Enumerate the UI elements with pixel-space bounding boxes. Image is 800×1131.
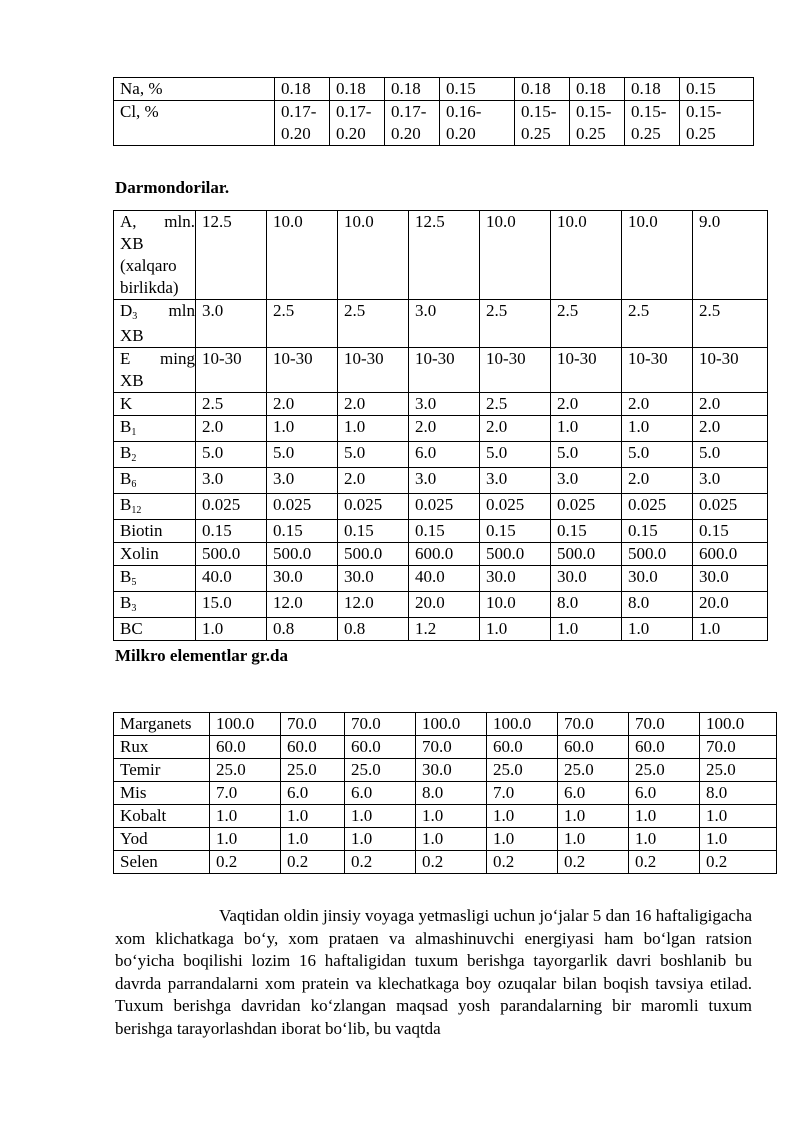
table-cell: 30.0 [622, 566, 693, 592]
table-cell: 2.0 [551, 393, 622, 416]
table-cell: 1.0 [558, 828, 629, 851]
table-cell: 0.025 [480, 494, 551, 520]
table-row [114, 543, 768, 566]
table-cell: 12.5 [196, 211, 267, 300]
table-cell: 10-30 [693, 348, 768, 393]
table-row [114, 713, 777, 736]
row-label: A, mln. XB (xalqaro birlikda) [114, 211, 196, 300]
table-cell: 0.2 [700, 851, 777, 874]
table-cell: 0.15 [409, 520, 480, 543]
table-cell: 1.0 [700, 805, 777, 828]
table-cell: 25.0 [629, 759, 700, 782]
table-cell: 2.0 [196, 416, 267, 442]
row-label: Kobalt [114, 805, 210, 828]
table-row [114, 300, 768, 348]
table-cell: 0.2 [416, 851, 487, 874]
table-cell: 2.0 [338, 468, 409, 494]
table-cell: 2.5 [480, 300, 551, 348]
table-cell: 1.0 [487, 828, 558, 851]
table-cell: 2.0 [267, 393, 338, 416]
table-cell: 25.0 [700, 759, 777, 782]
body-paragraph: Vaqtidan oldin jinsiy voyaga yetmasligi uchun jo‘jalar 5 dan 16 haftaligigacha xom klichatkaga bo‘y, xom prataen va almashinuvchi energiyasi ham bo‘lgan ratsion bo‘yicha boqilishi lozim 16 haftaligidan tuxum berishga tayorgarlik davri boshlanib bu davrda parrandalarni xom pratein va klechatkaga boy ozuqalar bilan boqish tavsiya etilad. Tuxum berishga davridan ko‘zlangan maqsad yosh parandalarning bir maromli tuxum berishga tarayorlashdan iborat bo‘lib, bu vaqtda [115, 906, 752, 1038]
table-cell: 1.0 [622, 416, 693, 442]
row-label: BC [114, 618, 196, 641]
table-cell: 1.0 [416, 805, 487, 828]
heading-micro-elements: Milkro elementlar gr.da [115, 646, 288, 665]
table-cell: 0.17- 0.20 [275, 101, 330, 146]
table-cell: 60.0 [345, 736, 416, 759]
row-label: Xolin [114, 543, 196, 566]
table-row [114, 736, 777, 759]
table-cell: 0.8 [267, 618, 338, 641]
table-cell: 3.0 [409, 468, 480, 494]
table-cell: 3.0 [196, 300, 267, 348]
table-cell: 2.5 [693, 300, 768, 348]
table-cell: 10-30 [551, 348, 622, 393]
table-cell: 0.15- 0.25 [570, 101, 625, 146]
row-label: Na, % [114, 78, 275, 101]
table-cell: 8.0 [551, 592, 622, 618]
row-label: Biotin [114, 520, 196, 543]
table-row [114, 468, 768, 494]
table-cell: 0.17- 0.20 [330, 101, 385, 146]
table-cell: 0.15 [196, 520, 267, 543]
table-cell: 1.0 [551, 618, 622, 641]
table-cell: 2.5 [480, 393, 551, 416]
table-cell: 25.0 [487, 759, 558, 782]
table-cell: 6.0 [558, 782, 629, 805]
heading-vitamins: Darmondorilar. [115, 178, 230, 197]
table-cell: 0.15 [440, 78, 515, 101]
table-cell: 0.15- 0.25 [625, 101, 680, 146]
row-label: $B_3$ [114, 592, 196, 618]
table-cell: 0.18 [275, 78, 330, 101]
table-cell: 1.0 [558, 805, 629, 828]
table-cell: 500.0 [622, 543, 693, 566]
table-cell: 9.0 [693, 211, 768, 300]
table-cell: 1.2 [409, 618, 480, 641]
table-cell: 3.0 [693, 468, 768, 494]
table-cell: 25.0 [281, 759, 345, 782]
table-cell: 2.0 [622, 393, 693, 416]
table-cell: 500.0 [267, 543, 338, 566]
table-cell: 2.5 [338, 300, 409, 348]
row-label: Temir [114, 759, 210, 782]
table-cell: 10-30 [338, 348, 409, 393]
row-label: $B_1$ [114, 416, 196, 442]
table-cell: 0.16- 0.20 [440, 101, 515, 146]
table-cell: 1.0 [629, 828, 700, 851]
table-cell: 3.0 [551, 468, 622, 494]
table-cell: 0.15 [680, 78, 754, 101]
table-cell: 2.0 [693, 416, 768, 442]
table-cell: 0.15- 0.25 [680, 101, 754, 146]
row-label: Cl, % [114, 101, 275, 146]
table-cell: 30.0 [338, 566, 409, 592]
table-cell: 0.2 [281, 851, 345, 874]
table-cell: 1.0 [693, 618, 768, 641]
table-row [114, 393, 768, 416]
table-row [114, 759, 777, 782]
table-cell: 70.0 [416, 736, 487, 759]
table-cell: 0.15- 0.25 [515, 101, 570, 146]
table-row [114, 211, 768, 300]
table-cell: 2.0 [622, 468, 693, 494]
table-cell: 6.0 [629, 782, 700, 805]
table-cell: 10.0 [267, 211, 338, 300]
table-row [114, 416, 768, 442]
table-cell: 1.0 [196, 618, 267, 641]
table-cell: 5.0 [551, 442, 622, 468]
table-cell: 70.0 [700, 736, 777, 759]
table-cell: 0.2 [487, 851, 558, 874]
table-cell: 500.0 [196, 543, 267, 566]
table-row [114, 618, 768, 641]
table-cell: 1.0 [629, 805, 700, 828]
table-cell: 2.5 [622, 300, 693, 348]
table-cell: 10.0 [622, 211, 693, 300]
table-cell: 1.0 [345, 828, 416, 851]
table-cell: 40.0 [196, 566, 267, 592]
table-cell: 100.0 [210, 713, 281, 736]
row-label: $B_2$ [114, 442, 196, 468]
table-cell: 0.17- 0.20 [385, 101, 440, 146]
row-label: $B_6$ [114, 468, 196, 494]
table-cell: 2.5 [551, 300, 622, 348]
table-cell: 5.0 [622, 442, 693, 468]
table-cell: 5.0 [693, 442, 768, 468]
table-row [114, 566, 768, 592]
table-cell: 1.0 [480, 618, 551, 641]
table-cell: 2.5 [267, 300, 338, 348]
table-cell: 0.15 [622, 520, 693, 543]
table-cell: 5.0 [480, 442, 551, 468]
table-cell: 100.0 [416, 713, 487, 736]
table-cell: 1.0 [267, 416, 338, 442]
row-label: $B_{12}$ [114, 494, 196, 520]
table-row [114, 805, 777, 828]
table-cell: 1.0 [281, 828, 345, 851]
table-cell: 12.0 [338, 592, 409, 618]
table-cell: 7.0 [210, 782, 281, 805]
table-cell: 30.0 [416, 759, 487, 782]
table-cell: 0.18 [625, 78, 680, 101]
table-cell: 0.18 [515, 78, 570, 101]
table-cell: 1.0 [700, 828, 777, 851]
row-label: K [114, 393, 196, 416]
row-label: Yod [114, 828, 210, 851]
table-cell: 30.0 [551, 566, 622, 592]
table-cell: 60.0 [487, 736, 558, 759]
table-cell: 60.0 [210, 736, 281, 759]
table-cell: 0.025 [267, 494, 338, 520]
table-cell: 60.0 [558, 736, 629, 759]
table-cell: 10-30 [409, 348, 480, 393]
table-cell: 60.0 [281, 736, 345, 759]
table-cell: 1.0 [416, 828, 487, 851]
table-cell: 20.0 [409, 592, 480, 618]
table-cell: 10-30 [196, 348, 267, 393]
table-cell: 0.18 [570, 78, 625, 101]
table-cell: 5.0 [338, 442, 409, 468]
table-cell: 6.0 [345, 782, 416, 805]
table-cell: 1.0 [551, 416, 622, 442]
table-cell: 1.0 [622, 618, 693, 641]
table-cell: 1.0 [210, 805, 281, 828]
table-cell: 40.0 [409, 566, 480, 592]
table-cell: 2.0 [338, 393, 409, 416]
table-cell: 2.0 [693, 393, 768, 416]
row-label: $B_5$ [114, 566, 196, 592]
table-row [114, 782, 777, 805]
table-cell: 0.2 [345, 851, 416, 874]
table-cell: 100.0 [487, 713, 558, 736]
table-cell: 0.025 [693, 494, 768, 520]
table-cell: 0.025 [196, 494, 267, 520]
table-cell: 0.8 [338, 618, 409, 641]
table-cell: 25.0 [345, 759, 416, 782]
table-cell: 10-30 [622, 348, 693, 393]
table-cell: 30.0 [267, 566, 338, 592]
table-cell: 0.15 [267, 520, 338, 543]
table-cell: 500.0 [551, 543, 622, 566]
table-row [114, 828, 777, 851]
row-label: Marganets [114, 713, 210, 736]
table-cell: 5.0 [267, 442, 338, 468]
table-cell: 0.15 [338, 520, 409, 543]
table-cell: 3.0 [196, 468, 267, 494]
table-cell: 10.0 [480, 592, 551, 618]
table-row [114, 851, 777, 874]
table-cell: 25.0 [210, 759, 281, 782]
table-cell: 8.0 [700, 782, 777, 805]
table-cell: 60.0 [629, 736, 700, 759]
table-row [114, 78, 754, 101]
table-cell: 600.0 [693, 543, 768, 566]
table-cell: 70.0 [281, 713, 345, 736]
table-cell: 0.025 [551, 494, 622, 520]
table-cell: 5.0 [196, 442, 267, 468]
table-cell: 3.0 [480, 468, 551, 494]
table-cell: 10-30 [480, 348, 551, 393]
table-cell: 30.0 [693, 566, 768, 592]
table-cell: 70.0 [345, 713, 416, 736]
table-cell: 8.0 [622, 592, 693, 618]
table-cell: 3.0 [409, 300, 480, 348]
table-cell: 0.025 [622, 494, 693, 520]
table-cell: 2.0 [480, 416, 551, 442]
table-cell: 0.2 [629, 851, 700, 874]
table-cell: 100.0 [700, 713, 777, 736]
table-cell: 0.025 [338, 494, 409, 520]
table-cell: 1.0 [281, 805, 345, 828]
row-label: Mis [114, 782, 210, 805]
row-label: $D_3$ mln XB [114, 300, 196, 348]
row-label: Selen [114, 851, 210, 874]
table-cell: 0.025 [409, 494, 480, 520]
table-row [114, 348, 768, 393]
table-cell: 12.0 [267, 592, 338, 618]
table-cell: 7.0 [487, 782, 558, 805]
table-cell: 0.2 [558, 851, 629, 874]
table-cell: 0.15 [693, 520, 768, 543]
table-cell: 10-30 [267, 348, 338, 393]
table-cell: 3.0 [267, 468, 338, 494]
table-cell: 20.0 [693, 592, 768, 618]
table-cell: 10.0 [551, 211, 622, 300]
table-cell: 2.0 [409, 416, 480, 442]
table-cell: 10.0 [480, 211, 551, 300]
table-cell: 0.2 [210, 851, 281, 874]
table-cell: 15.0 [196, 592, 267, 618]
table-cell: 3.0 [409, 393, 480, 416]
table-cell: 600.0 [409, 543, 480, 566]
table-cell: 10.0 [338, 211, 409, 300]
table-cell: 25.0 [558, 759, 629, 782]
table-cell: 0.18 [385, 78, 440, 101]
table-cell: 500.0 [338, 543, 409, 566]
table-cell: 0.15 [480, 520, 551, 543]
micro-elements-table [113, 712, 777, 874]
table-cell: 500.0 [480, 543, 551, 566]
table-cell: 30.0 [480, 566, 551, 592]
table-cell: 1.0 [345, 805, 416, 828]
table-row [114, 494, 768, 520]
table-cell: 70.0 [558, 713, 629, 736]
table-cell: 0.15 [551, 520, 622, 543]
vitamins-table [113, 210, 768, 641]
table-cell: 12.5 [409, 211, 480, 300]
row-label: Rux [114, 736, 210, 759]
table-cell: 6.0 [281, 782, 345, 805]
table-cell: 1.0 [338, 416, 409, 442]
table-cell: 8.0 [416, 782, 487, 805]
table-row [114, 520, 768, 543]
table-cell: 70.0 [629, 713, 700, 736]
table-row [114, 101, 754, 146]
minerals-table [113, 77, 754, 146]
table-cell: 6.0 [409, 442, 480, 468]
table-cell: 1.0 [210, 828, 281, 851]
row-label: E ming XB [114, 348, 196, 393]
table-row [114, 442, 768, 468]
table-cell: 1.0 [487, 805, 558, 828]
table-cell: 2.5 [196, 393, 267, 416]
table-row [114, 592, 768, 618]
table-cell: 0.18 [330, 78, 385, 101]
